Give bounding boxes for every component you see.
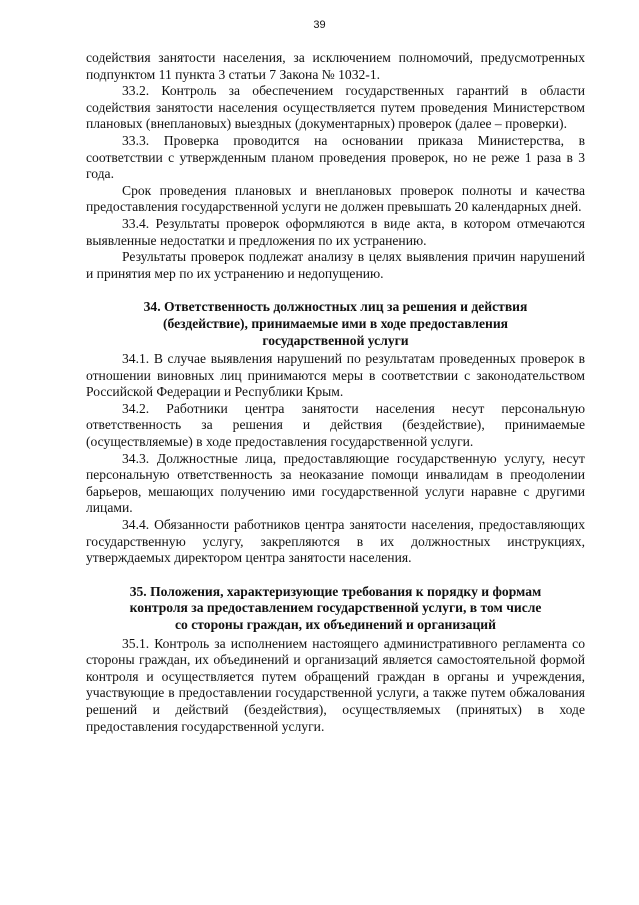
paragraph-34-1: 34.1. В случае выявления нарушений по результатам проведенных проверок в отношении виновных лиц принимаются меры в соответствии с законодательством Российской Федерации и Республики Крым.	[86, 351, 585, 400]
document-body	[86, 50, 585, 735]
section-34-heading-line: (бездействие), принимаемые ими в ходе предоставления	[162, 315, 509, 331]
paragraph-33-2: 33.2. Контроль за обеспечением государственных гарантий в области содействия занятости населения осуществляется путем проведения Министерством плановых (внеплановых) выездных (документарных) проверок (далее – проверки).	[86, 83, 585, 132]
section-35-heading-line: со стороны граждан, их объединений и организаций	[175, 617, 496, 632]
paragraph-33-3: 33.3. Проверка проводится на основании приказа Министерства, в соответствии с утвержденным планом проведения проверок, но не реже 1 раза в 3 года.	[86, 132, 585, 182]
paragraph-continuation: содействия занятости населения, за исключением полномочий, предусмотренных подпунктом 11 пункта 3 статьи 7 Закона № 1032-1.	[86, 50, 585, 82]
section-34-heading-line: государственной услуги	[262, 332, 409, 348]
paragraph-34-2: 34.2. Работники центра занятости населения несут персональную ответственность за решения и действия (бездействие), принимаемые (осуществляемые) в ходе предоставления государственной услуги.	[86, 400, 585, 450]
section-34-heading	[86, 299, 585, 349]
paragraph-inspection-term: Срок проведения плановых и внеплановых проверок полноты и качества предоставления государственной услуги не должен превышать 20 календарных дней.	[86, 182, 585, 215]
section-34-heading-line: 34. Ответственность должностных лиц за решения и действия	[143, 299, 528, 315]
section-35-heading-line: 35. Положения, характеризующие требования к порядку и формам	[129, 583, 542, 599]
paragraph-35-1: 35.1. Контроль за исполнением настоящего административного регламента со стороны граждан, их объединений и организаций является самостоятельной формой контроля и осуществляется путем обращений граждан в органы и учреждения, участвующие в предоставлении государственной услуги, а также путем обжалования решений и действий (бездействия), осуществляемых (принятых) в ходе предоставления государственной услуги.	[86, 635, 585, 734]
section-35-heading	[86, 584, 585, 634]
paragraph-inspection-results: Результаты проверок подлежат анализу в целях выявления причин нарушений и принятия мер по их устранению и недопущению.	[86, 249, 585, 281]
paragraph-34-4: 34.4. Обязанности работников центра занятости населения, предоставляющих государственную услугу, закрепляются в их должностных инструкциях, утверждаемых директором центра занятости населения.	[86, 517, 585, 566]
page-number: 39	[313, 19, 326, 31]
paragraph-33-4: 33.4. Результаты проверок оформляются в виде акта, в котором отмечаются выявленные недостатки и предложения по их устранению.	[86, 215, 585, 248]
paragraph-34-3: 34.3. Должностные лица, предоставляющие государственную услугу, несут персональную ответственность за неоказание помощи инвалидам в преодолении барьеров, мешающих получению ими государственной услуги наравне с другими лицами.	[86, 450, 585, 516]
section-35-heading-line: контроля за предоставлением государственной услуги, в том числе	[129, 600, 542, 616]
